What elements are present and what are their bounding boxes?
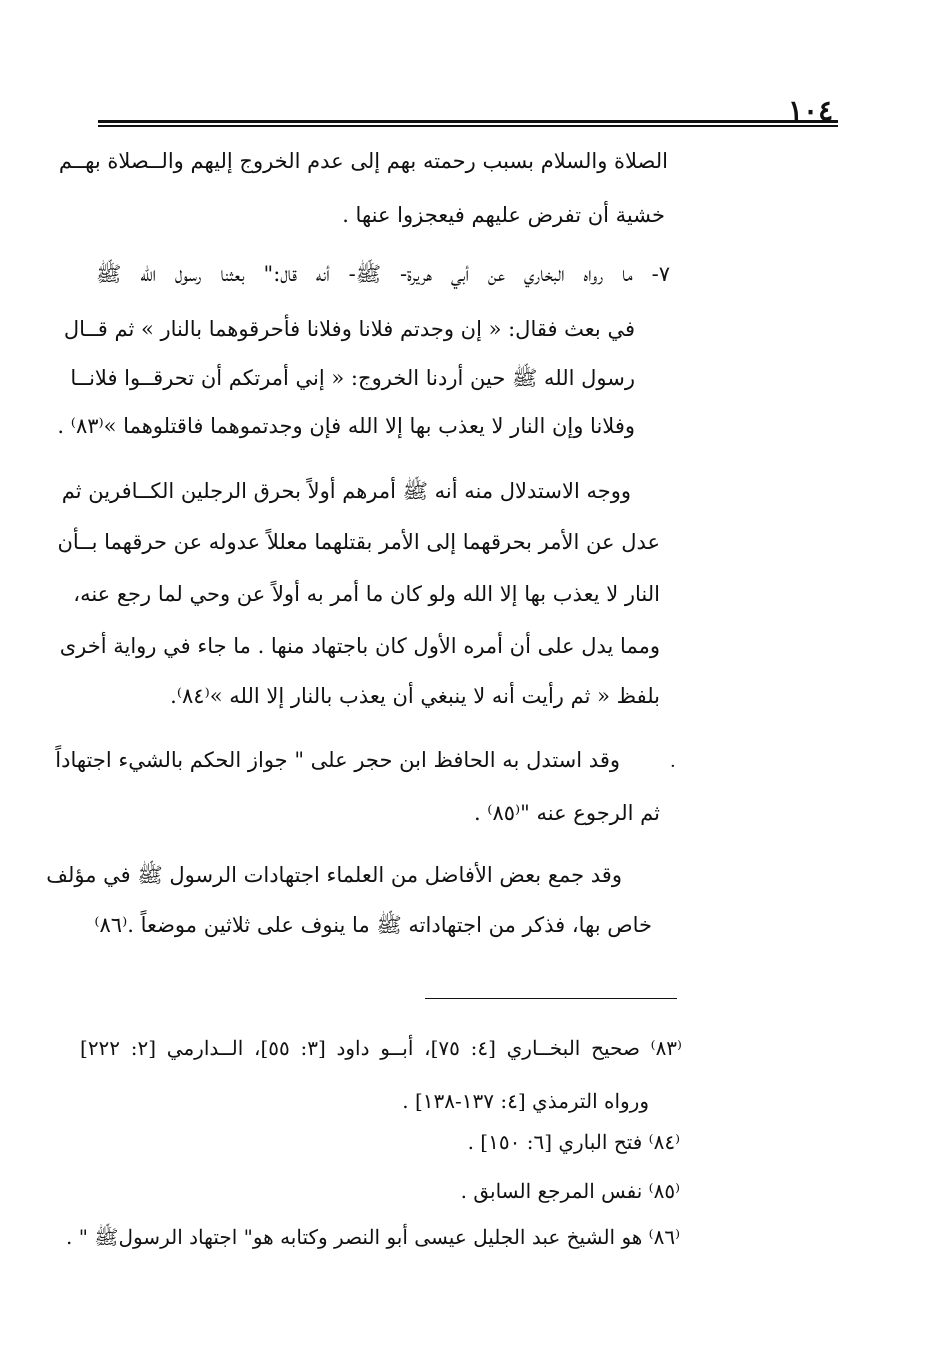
paragraph-4-line-1: وقد استدل به الحافظ ابن حجر على " جواز الحكم بالشيء اجتهاداً [55,748,620,772]
footnote-83-line-1: ⁽٨٣⁾ صحيح البخــاري [٤: ٧٥]، أبــو داود [٣: ٥٥]، الــدارمي [٢: ٢٢٢] [80,1036,682,1060]
paragraph-5-line-1: وقد جمع بعض الأفاضل من العلماء اجتهادات الرسول ﷺ في مؤلف [46,863,622,887]
paragraph-1-line-1: الصلاة والسلام بسبب رحمته بهم إلى عدم الخروج إليهم والــصلاة بهــم [58,149,668,173]
paragraph-2-line-3: رسول الله ﷺ حين أردنا الخروج: « إني أمرتكم أن تحرقــوا فلانــا [70,366,635,390]
footnote-84: ⁽٨٤⁾ فتح الباري [٦: ١٥٠] . [467,1130,680,1154]
footnote-separator [425,998,677,999]
paragraph-3-line-1: ووجه الاستدلال منه أنه ﷺ أمرهم أولاً بحرق الرجلين الكــافرين ثم [61,479,631,503]
bullet-dot: · [670,756,676,777]
paragraph-5-line-2: خاص بها، فذكر من اجتهاداته ﷺ ما ينوف على ثلاثين موضعاً .⁽٨٦⁾ [94,913,652,937]
header-rule [98,120,838,127]
footnote-86: ⁽٨٦⁾ هو الشيخ عبد الجليل عيسى أبو النصر وكتابه هو" اجتهاد الرسولﷺ " . [66,1225,680,1249]
paragraph-4-line-2: ثم الرجوع عنه "⁽٨٥⁾ . [473,801,660,825]
footnote-85: ⁽٨٥⁾ نفس المرجع السابق . [460,1179,680,1203]
paragraph-3-line-4: ومما يدل على أن أمره الأول كان باجتهاد منها . ما جاء في رواية أخرى [59,634,660,658]
page-number: ١٠٤ [788,94,834,127]
paragraph-2-line-4: وفلانا وإن النار لا يعذب بها إلا الله فإن وجدتموهما فاقتلوهما »⁽٨٣⁾ . [57,414,635,438]
paragraph-1-line-2: خشية أن تفرض عليهم فيعجزوا عنها . [342,203,665,227]
paragraph-2-line-2: في بعث فقال: « إن وجدتم فلانا وفلانا فأحرقوهما بالنار » ثم قــال [63,317,635,341]
footnote-83-line-2: ورواه الترمذي [٤: ١٣٧-١٣٨] . [402,1089,649,1113]
paragraph-3-line-2: عدل عن الأمر بحرقهما إلى الأمر بقتلهما معللاً عدوله عن حرقهما بــأن [57,530,660,554]
paragraph-2-line-1: ٧- ما رواه البخاري عن أبي هريرة- ﷺ- أنه قال:" بعثنا رسول الله ﷺ [96,262,670,286]
paragraph-3-line-5: بلفظ « ثم رأيت أنه لا ينبغي أن يعذب بالنار إلا الله »⁽٨٤⁾. [170,684,660,708]
paragraph-3-line-3: النار لا يعذب بها إلا الله ولو كان ما أمر به أولاً عن وحي لما رجع عنه، [73,582,660,606]
